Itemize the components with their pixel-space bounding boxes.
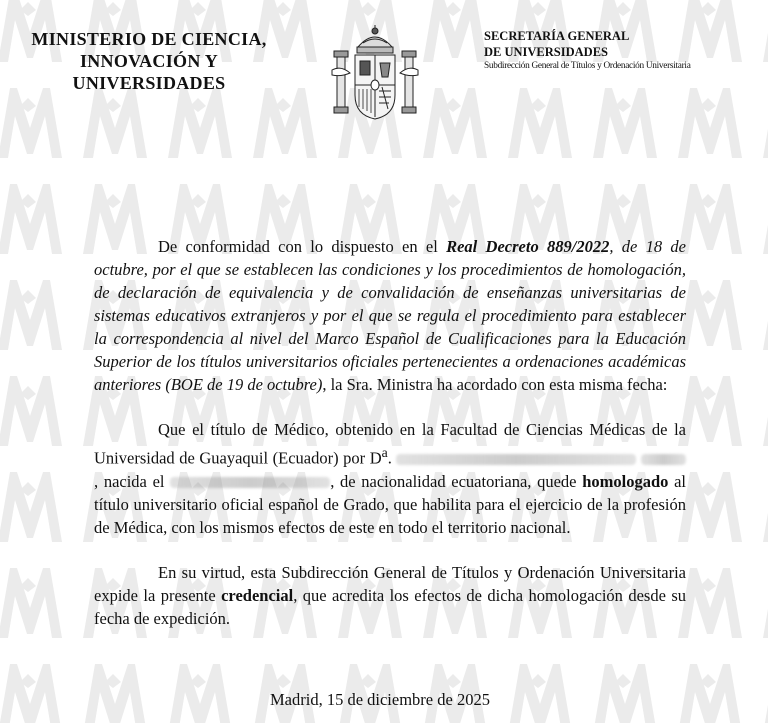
paragraph-resolution-basis <box>94 235 686 396</box>
decree-date: , de 18 de octubre, <box>94 237 686 279</box>
p2-title-end: . <box>387 448 392 468</box>
p1-outro: , la Sra. Ministra ha acordado con esta misma fecha: <box>322 375 668 394</box>
decree-reference: Real Decreto 889/2022 <box>446 237 610 256</box>
redacted-surname <box>641 454 686 465</box>
p2-nationality: , de nacionalidad ecuatoriana, quede <box>330 471 577 491</box>
p2-rest: al título universitario oficial español de Grado, que habilita para el ejercicio de la profesión de Médica, con los mismos efectos de este en todo el territorio nacional. <box>94 471 687 537</box>
subdireccion-label: Subdirección General de Títulos y Ordenación Universitaria <box>484 61 691 71</box>
p2-title-text: Que el título de Médico, obtenido en la Facultad de Ciencias Médicas de la Universidad de Guayaquil (Ecuador) por D <box>94 420 686 468</box>
boe-reference: (BOE de 19 de octubre) <box>161 375 323 394</box>
paragraph-credential <box>94 561 686 630</box>
secretaria-line-1: SECRETARÍA GENERAL <box>484 29 630 43</box>
p2-birth-label: , nacida el <box>94 471 165 491</box>
redacted-name <box>396 454 636 465</box>
redacted-birthdate <box>170 477 330 488</box>
decree-title: por el que se establecen las condiciones y los procedimientos de homologación, de declaración de equivalencia y de convalidación de enseñanzas universitarias de sistemas educativos extranjeros y por el que se regula el procedimiento para establecer la correspondencia al nivel del Marco Español de Cualificaciones para la Educación Superior de los títulos universitarios oficiales pertenecientes a ordenaciones académicas anteriores <box>94 260 686 394</box>
spanish-coat-of-arms-icon <box>330 25 420 123</box>
credencial-keyword: credencial <box>221 585 294 605</box>
p2-title-sup: a <box>381 445 388 460</box>
paragraph-homologation <box>94 418 686 539</box>
p3-intro: En su virtud, esta Subdirección General de Títulos y Ordenación Universitaria expide la presente <box>94 562 686 605</box>
ministry-line-1: MINISTERIO DE CIENCIA, <box>31 29 267 49</box>
secretaria-general <box>484 28 629 60</box>
document-body <box>94 235 686 630</box>
ministry-name <box>14 28 284 94</box>
p3-rest: , que acredita los efectos de dicha homologación desde su fecha de expedición. <box>94 585 687 628</box>
ministry-line-3: UNIVERSIDADES <box>72 73 226 93</box>
secretaria-line-2: DE UNIVERSIDADES <box>484 45 608 59</box>
homologado-keyword: homologado <box>582 471 669 491</box>
ministry-line-2: INNOVACIÓN Y <box>79 51 219 71</box>
p1-intro: De conformidad con lo dispuesto en el <box>158 237 447 256</box>
place-and-date: Madrid, 15 de diciembre de 2025 <box>270 690 490 709</box>
